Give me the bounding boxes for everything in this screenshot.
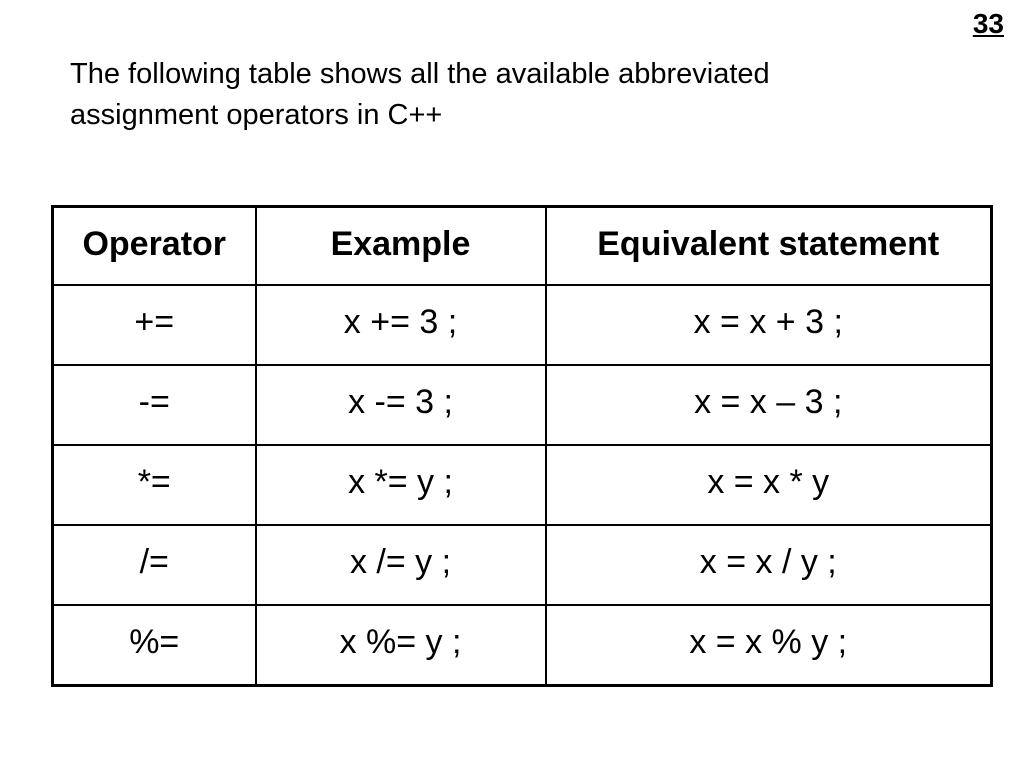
operator-cell: /= [53,525,256,605]
equivalent-cell: x = x / y ; [546,525,992,605]
equivalent-cell: x = x * y [546,445,992,525]
equivalent-cell: x = x % y ; [546,605,992,686]
header-equivalent-statement: Equivalent statement [546,207,992,286]
header-example: Example [256,207,546,286]
example-cell: x %= y ; [256,605,546,686]
example-cell: x -= 3 ; [256,365,546,445]
operator-cell: *= [53,445,256,525]
table-header-row [53,207,992,286]
table-row [53,365,992,445]
table-row [53,605,992,686]
operator-cell: -= [53,365,256,445]
page-number: 33 [972,8,1004,39]
operator-cell: %= [53,605,256,686]
equivalent-cell: x = x + 3 ; [546,285,992,365]
equivalent-cell: x = x – 3 ; [546,365,992,445]
intro-line-2: assignment operators in C++ [70,99,443,131]
table-row [53,525,992,605]
intro-text [70,54,950,136]
intro-line-1: The following table shows all the available abbreviated [70,58,770,90]
operators-table [51,205,993,687]
header-operator: Operator [53,207,256,286]
table-row [53,285,992,365]
example-cell: x /= y ; [256,525,546,605]
example-cell: x += 3 ; [256,285,546,365]
operator-cell: += [53,285,256,365]
example-cell: x *= y ; [256,445,546,525]
table-row [53,445,992,525]
